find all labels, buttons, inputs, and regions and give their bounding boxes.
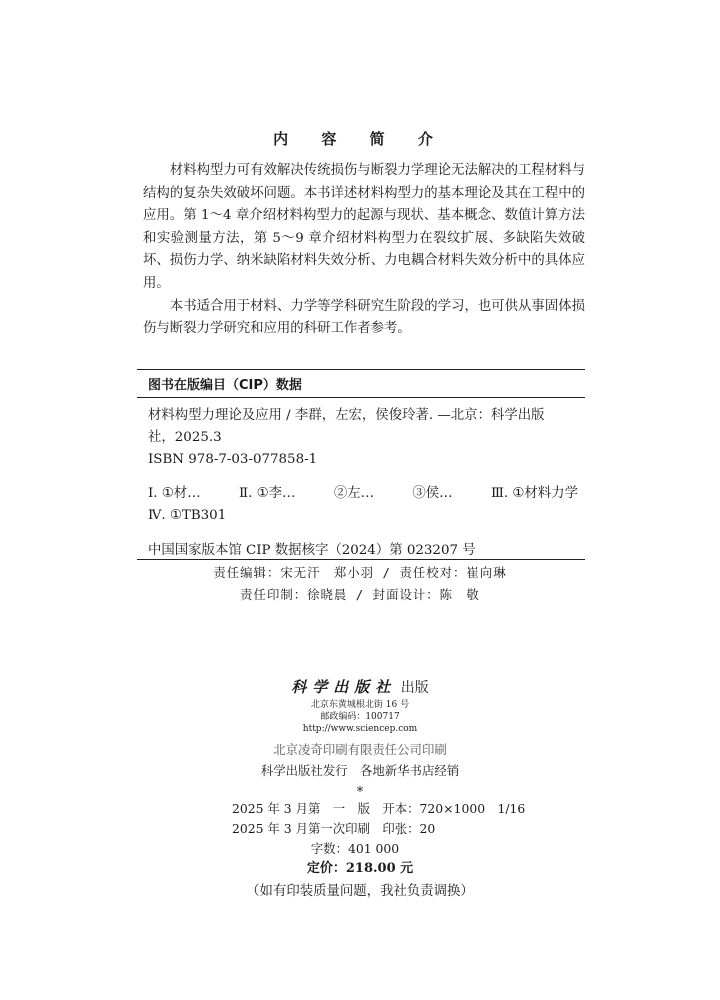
cip-bibliographic-line: 材料构型力理论及应用 / 李群，左宏，侯俊玲著. —北京：科学出版 [148, 408, 545, 423]
publisher-url: http://www.sciencep.com [302, 724, 418, 734]
publisher-address: 北京东黄城根北街 16 号 [310, 700, 410, 710]
edition-line: 2025 年 3 月第 一 版 开本：720×1000 1/16 [232, 801, 526, 816]
credits [0, 562, 720, 606]
isbn: ISBN 978-7-03-077858-1 [148, 452, 318, 467]
credits-production: 责任印制：徐晓晨 / 封面设计：陈 敬 [240, 587, 480, 602]
classification [148, 483, 578, 527]
cip-top-divider [137, 369, 585, 370]
cip-record [148, 405, 578, 471]
publisher-suffix: 出版 [400, 680, 429, 696]
intro-paragraph-1: 材料构型力可有效解决传统损伤与断裂力学理论无法解决的工程材料与结构的复杂失效破坏问题。本书详述材料构型力的基本理论及其在工程中的应用。第 1～4 章介绍材料构型力的起源与现状、基本概念、数值计算方法和实验测量方法，第 5～9 章介绍材料构型力在裂纹扩展、多缺陷失效破坏、损伤力学、纳米缺陷材料失效分析、力电耦合材料失效分析中的具体应用。 [143, 163, 585, 291]
word-count: 字数：401 000 [232, 841, 400, 856]
distribution: 科学出版社发行 各地新华书店经销 [260, 763, 460, 778]
separator-star: * [356, 785, 364, 800]
cip-bottom-divider [137, 559, 585, 560]
credits-editors: 责任编辑：宋无汗 郑小羽 / 责任校对：崔向琳 [213, 565, 507, 580]
publisher-block [0, 676, 720, 802]
edition-info [232, 799, 525, 859]
price: 定价：218.00 元 [306, 861, 414, 876]
cip-record-number: 中国国家版本馆 CIP 数据核字（2024）第 023207 号 [148, 543, 476, 558]
cip-heading: 图书在版编目（CIP）数据 [148, 378, 302, 393]
cip-heading-divider [137, 397, 585, 398]
cip-bibliographic-line-2: 社，2025.3 [148, 430, 222, 445]
intro-paragraph-2: 本书适合用于材料、力学等学科研究生阶段的学习，也可供从事固体损伤与断裂力学研究和应用的科研工作者参考。 [143, 298, 585, 337]
classification-item: Ⅰ. ①材… [148, 486, 201, 501]
classification-item: Ⅲ. ①材料力学 [490, 486, 578, 501]
intro-text [143, 160, 585, 341]
classification-item: ②左… [333, 486, 374, 501]
classification-item: Ⅱ. ①李… [239, 486, 296, 501]
classification-row [148, 483, 578, 505]
classification-item: ③侯… [412, 486, 453, 501]
intro-title: 内 容 简 介 [273, 130, 447, 148]
printing-line: 2025 年 3 月第一次印刷 印张：20 [232, 821, 436, 836]
publisher-name [0, 676, 720, 699]
classification-row-2: Ⅳ. ①TB301 [148, 508, 227, 523]
printer: 北京凌奇印刷有限责任公司印刷 [273, 742, 447, 757]
publisher-postcode: 邮政编码：100717 [320, 712, 400, 722]
publisher-logo: 科学出版社 [291, 678, 397, 696]
quality-notice: （如有印装质量问题，我社负责调换） [246, 884, 474, 899]
